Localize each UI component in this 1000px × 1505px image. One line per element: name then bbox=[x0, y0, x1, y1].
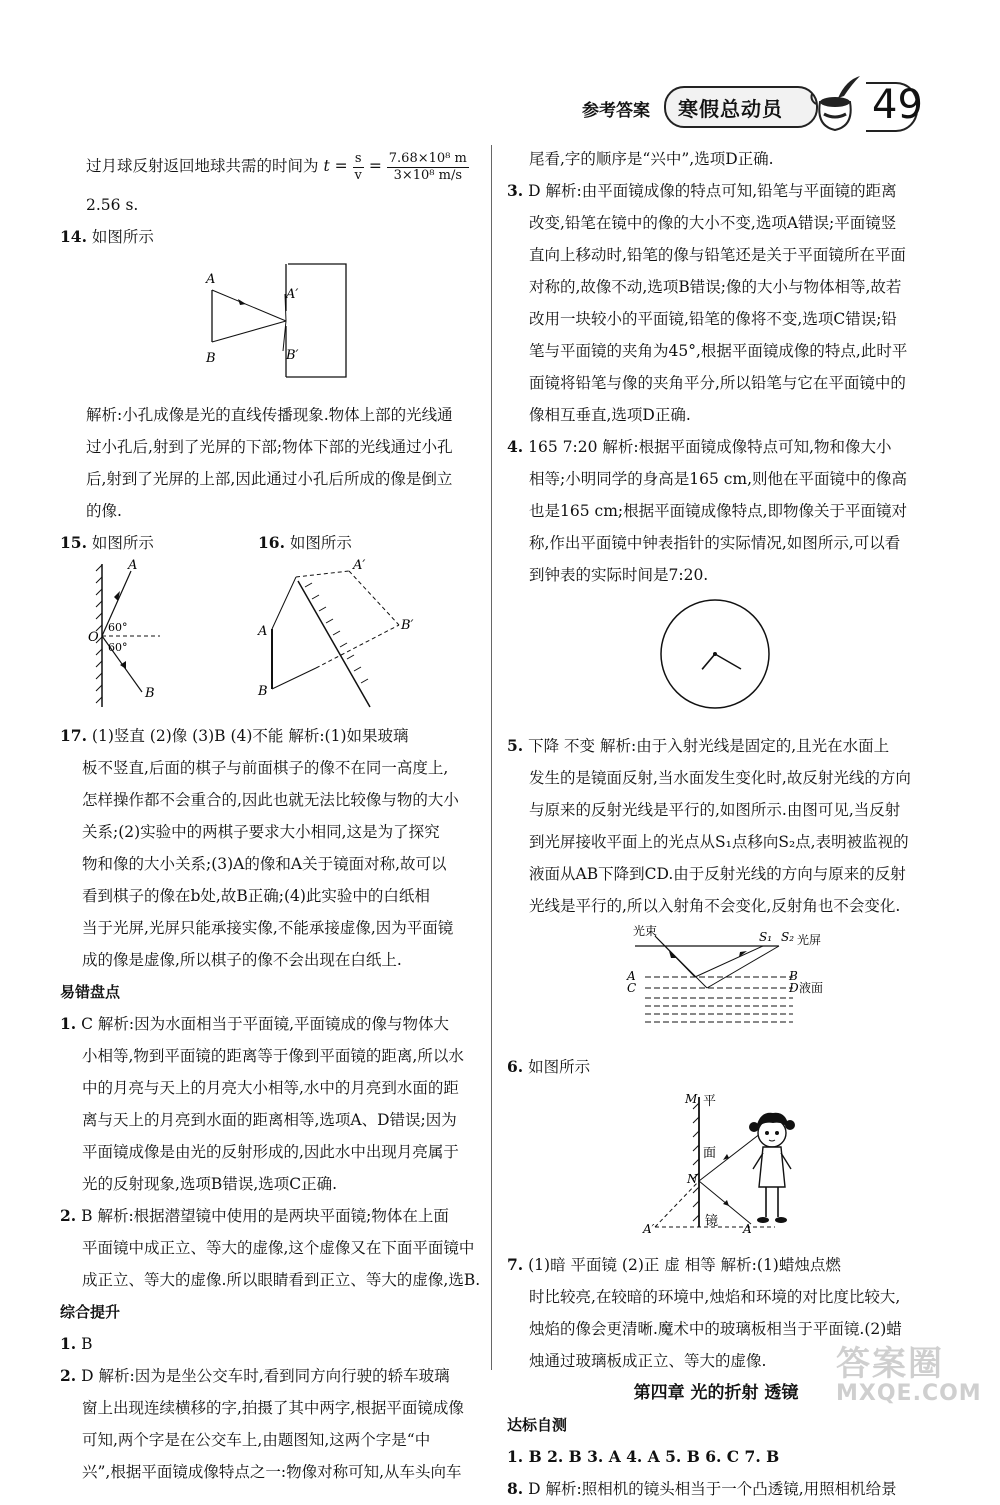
header-book-title: 寒假总动员 bbox=[678, 97, 783, 121]
fig6-label-ping: 平 bbox=[703, 1094, 717, 1109]
error-item-2: 2. B 解析:根据潜望镜中使用的是两块平面镜;物体在上面 平面镜中成正立、等大的虚像,这个虚像又在下面平面镜中 成正立、等大的虚像.所以眼睛看到正立、等大的虚像,选B. bbox=[60, 1206, 481, 1289]
mirror-girl-figure bbox=[507, 1083, 925, 1238]
fig14-label-b-prime: B′ bbox=[286, 348, 299, 363]
fig5-label-b: B bbox=[789, 969, 798, 983]
fig15-angle-top: 60° bbox=[108, 621, 128, 634]
q17-answer: 17. (1)竖直 (2)像 (3)B (4)不能 解析:(1)如果玻璃 板不竖直,后面的棋子与前面棋子的像不在同一高度上, 怎样操作都不会重合的,因此也就无法比较像与物的大小 关系;(2)实验中的两棋子要求大小相同,这是为了探究 物和像的大小关系;(3)A的像和A关于镜面对称,故可以 看到棋子的像在b处,故B正确;(4)此实验中的白纸相 当于光屏,光屏只能承接实像,不能承接虚像,因为平面镜 成的像是虚像,所以棋子的像不会出现在白纸上. bbox=[60, 726, 459, 969]
right-item-3: 3. D 解析:由平面镜成像的特点可知,铅笔与平面镜的距离 改变,铅笔在镜中的像的大小不变,选项A错误;平面镜竖 直向上移动时,铅笔的像与铅笔还是关于平面镜所在平面 对称的,故像不动,选项B错误;像的大小与物体相等,故若 改用一块较小的平面镜,铅笔的像将不变,选项C错误;铅 笔与平面镜的夹角为45°,根据平面镜成像的特点,此时平 面镜将铅笔与像的夹角平分,所以铅笔与它在平面镜中的 像相互垂直,选项D正确. bbox=[507, 181, 908, 424]
section-comprehensive: 综合提升 bbox=[60, 1303, 121, 1321]
fig6-label-jing: 镜 bbox=[705, 1214, 719, 1229]
fig5-label-screen: 光屏 bbox=[797, 933, 822, 947]
right-item-6: 6. 如图所示 bbox=[507, 1057, 591, 1076]
left-column bbox=[60, 143, 481, 1488]
fig6-label-a-prime: A′ bbox=[643, 1222, 655, 1236]
fig16-label-b: B bbox=[258, 684, 268, 699]
chapter-title: 第四章 光的折射 透镜 bbox=[633, 1383, 799, 1403]
header-section-label: 参考答案 bbox=[582, 101, 650, 121]
liquid-level-figure bbox=[507, 922, 925, 1040]
fig16-label-b-prime: B′ bbox=[401, 618, 414, 633]
fraction-s-over-v: $\frac{s}{v}$ bbox=[354, 150, 362, 183]
section-standard-test: 达标自测 bbox=[507, 1416, 568, 1434]
fig5-label-a: A bbox=[627, 969, 636, 983]
fig14-label-a: A bbox=[206, 272, 216, 287]
right-item-4: 4. 165 7:20 解析:根据平面镜成像特点可知,物和像大小 相等;小明同学的身高是165 cm,则他在平面镜中的像高 也是165 cm;根据平面镜成像特点,即物像关于平面镜对 称,作出平面镜中钟表指针的实际情况,如图所示,可以看 到钟表的实际时间是7:20. bbox=[507, 437, 908, 584]
clock-hour-hand bbox=[702, 654, 715, 669]
clock-minute-hand bbox=[715, 654, 741, 669]
inkpot-icon bbox=[808, 74, 862, 134]
right-item-7: 7. (1)暗 平面镜 (2)正 虚 相等 解析:(1)蜡烛点燃 时比较亮,在较暗的环境中,烛焰和环境的对比度比较大, 烛焰的像会更清晰.魔术中的玻璃板相当于平面镜.(2)蜡 烛通过玻璃板成正立、等大的虚像. bbox=[507, 1255, 902, 1370]
fig15-angle-bottom: 60° bbox=[108, 641, 128, 654]
reflection-figures bbox=[60, 559, 472, 709]
fig5-label-beam: 光束 bbox=[633, 924, 658, 938]
fig6-label-a: A bbox=[743, 1222, 752, 1236]
continued-line: 尾看,字的顺序是“兴中”,选项D正确. bbox=[529, 150, 774, 168]
test-answers: 1. B 2. B 3. A 4. A 5. B 6. C 7. B bbox=[507, 1447, 780, 1466]
q14-explanation: 解析:小孔成像是光的直线传播现象.物体上部的光线通 过小孔后,射到了光屏的下部;物体下部的光线通过小孔 后,射到了光屏的上部,因此通过小孔后所成的像是倒立 的像. bbox=[86, 406, 453, 520]
right-column bbox=[507, 143, 925, 1505]
right-item-5: 5. 下降 不变 解析:由于入射光线是固定的,且光在水面上 发生的是镜面反射,当水面发生变化时,故反射光线的方向 与原来的反射光线是平行的,如图所示.由图可见,当反射 到光屏接收平面上的光点从S₁点移向S₂点,表明被监视的 液面从AB下降到CD.由于反射光线的方向与原来的反射 光线是平行的,所以入射角不会变化,反射角也不会变化. bbox=[507, 736, 911, 915]
error-item-1: 1. C 解析:因为水面相当于平面镜,平面镜成的像与物体大 小相等,物到平面镜的距离等于像到平面镜的距离,所以水 中的月亮与天上的月亮大小相等,水中的月亮到水面的距 离与天上的月亮到水面的距离相等,选项A、D错误;因为 平面镜成像是由光的反射形成的,因此水中出现月亮属于 光的反射现象,选项B错误,选项C正确. bbox=[60, 1014, 464, 1193]
girl-illustration bbox=[749, 1113, 795, 1223]
moon-time-line: 过月球反射返回地球共需的时间为 t = $\frac{s}{v}$ = $\frac{\text{7.68×10⁸ m}}{\text{3×10⁸ m/s}}$ bbox=[86, 150, 467, 183]
comp-item-2: 2. D 解析:因为是坐公交车时,看到同方向行驶的轿车玻璃 窗上出现连续横移的字,拍摄了其中两字,根据平面镜成像 可知,两个字是在公交车上,由题图知,这两个字是“中 兴”,根据平面镜成像特点之一:物像对称可知,从车头向车 bbox=[60, 1366, 464, 1481]
page-number: 49 bbox=[872, 82, 923, 128]
moon-result: 2.56 s. bbox=[86, 196, 139, 214]
pinhole-figure bbox=[60, 253, 472, 388]
q14-heading: 14. 如图所示 bbox=[60, 227, 154, 246]
fig6-label-n: N bbox=[687, 1172, 698, 1186]
fraction-distance-over-speed: $\frac{\text{7.68×10⁸ m}}{\text{3×10⁸ m/s}}$ bbox=[388, 150, 467, 183]
fig16-label-a: A bbox=[258, 624, 268, 639]
fig14-label-b: B bbox=[206, 351, 216, 366]
fig5-label-s2: S₂ bbox=[781, 930, 795, 944]
page-number-box bbox=[866, 82, 923, 132]
fig15-label-o: O bbox=[88, 630, 99, 645]
fig16-label-a-prime: A′ bbox=[353, 559, 366, 573]
fig5-label-d: D bbox=[789, 981, 799, 995]
q15-q16-heading: 15. 如图所示 16. 如图所示 bbox=[60, 533, 352, 552]
fig5-label-c: C bbox=[627, 981, 637, 995]
right-item-8: 8. D 解析:照相机的镜头相当于一个凸透镜,用照相机给景 bbox=[507, 1479, 897, 1498]
clock-figure bbox=[507, 591, 925, 719]
fig15-label-b: B bbox=[145, 686, 155, 701]
comp-item-1: 1. B bbox=[60, 1334, 93, 1353]
fig14-label-a-prime: A′ bbox=[286, 287, 299, 302]
watermark: 答案圈 MXQE.COM bbox=[836, 1344, 982, 1406]
fig15-label-a: A bbox=[128, 559, 138, 573]
fig6-label-mian: 面 bbox=[703, 1146, 717, 1161]
column-divider bbox=[491, 145, 492, 1370]
section-common-errors: 易错盘点 bbox=[60, 983, 121, 1001]
fig5-label-liquid-surface: 液面 bbox=[799, 981, 824, 995]
fig6-label-m: M bbox=[685, 1092, 698, 1106]
fig5-label-s1: S₁ bbox=[759, 930, 773, 944]
